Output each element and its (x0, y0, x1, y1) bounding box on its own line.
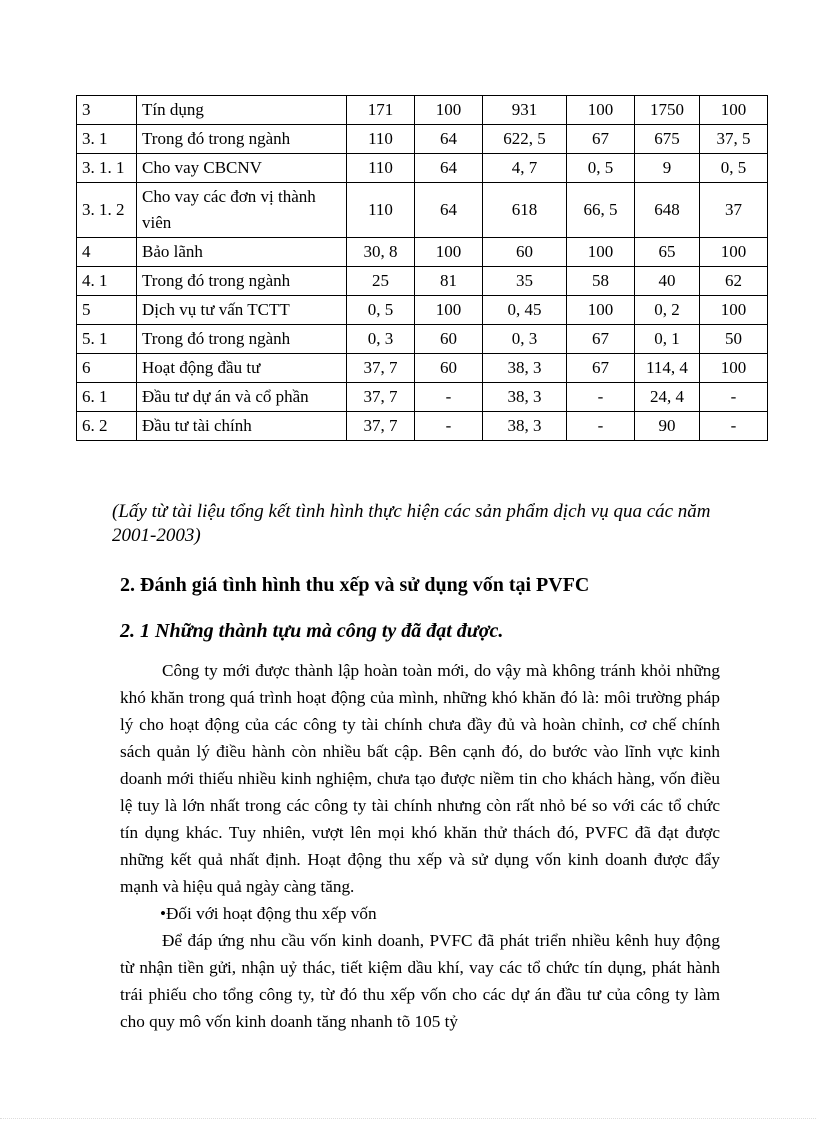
row-label-cell: Cho vay CBCNV (137, 154, 347, 183)
row-index-cell: 4. 1 (77, 267, 137, 296)
value-cell: 58 (567, 267, 635, 296)
row-index-cell: 5 (77, 296, 137, 325)
value-cell: - (567, 412, 635, 441)
value-cell: 67 (567, 354, 635, 383)
value-cell: 0, 5 (347, 296, 415, 325)
table-row (77, 325, 768, 354)
paragraph-intro: Công ty mới được thành lập hoàn toàn mới, do vậy mà không tránh khỏi những khó khăn trong quá trình hoạt động của mình, những khó khăn đó là: môi trường pháp lý cho hoạt động của các công ty tài chính chưa đầy đủ và hoàn chỉnh, cơ chế chính sách quản lý điều hành còn nhiều bất cập. Bên cạnh đó, do bước vào lĩnh vực kinh doanh mới thiếu nhiều kinh nghiệm, chưa tạo được niềm tin cho khách hàng, vốn điều lệ tuy là lớn nhất trong các công ty tài chính nhưng còn rất nhỏ bé so với các tổ chức tín dụng khác. Tuy nhiên, vượt lên mọi khó khăn thử thách đó, PVFC đã đạt được những kết quả nhất định. Hoạt động thu xếp và sử dụng vốn kinh doanh được đẩy mạnh và hiệu quả ngày càng tăng. (120, 661, 720, 896)
value-cell: 100 (567, 96, 635, 125)
row-label-cell: Cho vay các đơn vị thành viên (137, 183, 347, 238)
value-cell: 90 (635, 412, 700, 441)
value-cell: 100 (415, 296, 483, 325)
row-index-cell: 6. 2 (77, 412, 137, 441)
table-row (77, 354, 768, 383)
value-cell: 62 (700, 267, 768, 296)
value-cell: 37, 7 (347, 354, 415, 383)
value-cell: 37, 5 (700, 125, 768, 154)
value-cell: - (415, 383, 483, 412)
table-row (77, 96, 768, 125)
body-text (120, 657, 720, 1035)
value-cell: 9 (635, 154, 700, 183)
page-bottom-rule (0, 1118, 816, 1119)
row-index-cell: 3 (77, 96, 137, 125)
value-cell: 0, 3 (347, 325, 415, 354)
section-heading: 2. Đánh giá tình hình thu xếp và sử dụng vốn tại PVFC (120, 574, 590, 596)
table-row (77, 412, 768, 441)
value-cell: 4, 7 (483, 154, 567, 183)
value-cell: 25 (347, 267, 415, 296)
value-cell: 0, 3 (483, 325, 567, 354)
table-row (77, 296, 768, 325)
value-cell: 67 (567, 125, 635, 154)
value-cell: 0, 5 (700, 154, 768, 183)
value-cell: - (700, 412, 768, 441)
table-source-caption: (Lấy từ tài liệu tổng kết tình hình thực hiện các sản phẩm dịch vụ qua các năm 2001-2003) (112, 501, 711, 546)
value-cell: 35 (483, 267, 567, 296)
value-cell: 171 (347, 96, 415, 125)
row-index-cell: 3. 1. 1 (77, 154, 137, 183)
value-cell: 100 (700, 296, 768, 325)
value-cell: 0, 1 (635, 325, 700, 354)
services-table (76, 95, 768, 441)
paragraph-capital: Để đáp ứng nhu cầu vốn kinh doanh, PVFC đã phát triển nhiều kênh huy động từ nhận tiền gửi, nhận uỷ thác, tiết kiệm dầu khí, vay các tổ chức tín dụng, phát hành trái phiếu cho tổng công ty, từ đó thu xếp vốn cho các dự án đầu tư của công ty làm cho quy mô vốn kinh doanh tăng nhanh tõ 105 tỷ (120, 931, 720, 1031)
subsection-heading: 2. 1 Những thành tựu mà công ty đã đạt được. (120, 620, 504, 642)
value-cell: 81 (415, 267, 483, 296)
row-index-cell: 5. 1 (77, 325, 137, 354)
row-index-cell: 6 (77, 354, 137, 383)
value-cell: - (700, 383, 768, 412)
value-cell: 110 (347, 154, 415, 183)
value-cell: 100 (700, 354, 768, 383)
row-label-cell: Trong đó trong ngành (137, 325, 347, 354)
table-row (77, 125, 768, 154)
value-cell: 37 (700, 183, 768, 238)
row-index-cell: 6. 1 (77, 383, 137, 412)
value-cell: 0, 45 (483, 296, 567, 325)
row-label-cell: Hoạt động đầu tư (137, 354, 347, 383)
value-cell: 100 (415, 238, 483, 267)
value-cell: 60 (483, 238, 567, 267)
value-cell: 0, 2 (635, 296, 700, 325)
value-cell: 66, 5 (567, 183, 635, 238)
row-label-cell: Đầu tư dự án và cổ phần (137, 383, 347, 412)
row-label-cell: Bảo lãnh (137, 238, 347, 267)
row-label-cell: Trong đó trong ngành (137, 267, 347, 296)
value-cell: 38, 3 (483, 412, 567, 441)
value-cell: 100 (700, 96, 768, 125)
value-cell: 0, 5 (567, 154, 635, 183)
value-cell: 100 (700, 238, 768, 267)
value-cell: 648 (635, 183, 700, 238)
value-cell: - (415, 412, 483, 441)
value-cell: 110 (347, 183, 415, 238)
value-cell: 30, 8 (347, 238, 415, 267)
table-row (77, 154, 768, 183)
value-cell: 38, 3 (483, 354, 567, 383)
value-cell: - (567, 383, 635, 412)
bullet-capital-arrangement: •Đối với hoạt động thu xếp vốn (160, 904, 377, 923)
value-cell: 618 (483, 183, 567, 238)
value-cell: 37, 7 (347, 412, 415, 441)
value-cell: 64 (415, 183, 483, 238)
row-index-cell: 3. 1. 2 (77, 183, 137, 238)
row-label-cell: Trong đó trong ngành (137, 125, 347, 154)
table-row (77, 383, 768, 412)
table-row (77, 267, 768, 296)
value-cell: 114, 4 (635, 354, 700, 383)
value-cell: 60 (415, 354, 483, 383)
table-row (77, 238, 768, 267)
value-cell: 64 (415, 154, 483, 183)
value-cell: 24, 4 (635, 383, 700, 412)
row-label-cell: Tín dụng (137, 96, 347, 125)
value-cell: 67 (567, 325, 635, 354)
value-cell: 100 (415, 96, 483, 125)
row-index-cell: 3. 1 (77, 125, 137, 154)
value-cell: 38, 3 (483, 383, 567, 412)
value-cell: 100 (567, 238, 635, 267)
row-index-cell: 4 (77, 238, 137, 267)
value-cell: 64 (415, 125, 483, 154)
value-cell: 110 (347, 125, 415, 154)
table-row (77, 183, 768, 238)
value-cell: 622, 5 (483, 125, 567, 154)
value-cell: 65 (635, 238, 700, 267)
value-cell: 37, 7 (347, 383, 415, 412)
table-body (77, 96, 768, 441)
value-cell: 675 (635, 125, 700, 154)
value-cell: 931 (483, 96, 567, 125)
value-cell: 60 (415, 325, 483, 354)
value-cell: 100 (567, 296, 635, 325)
value-cell: 40 (635, 267, 700, 296)
value-cell: 50 (700, 325, 768, 354)
row-label-cell: Đầu tư tài chính (137, 412, 347, 441)
row-label-cell: Dịch vụ tư vấn TCTT (137, 296, 347, 325)
value-cell: 1750 (635, 96, 700, 125)
